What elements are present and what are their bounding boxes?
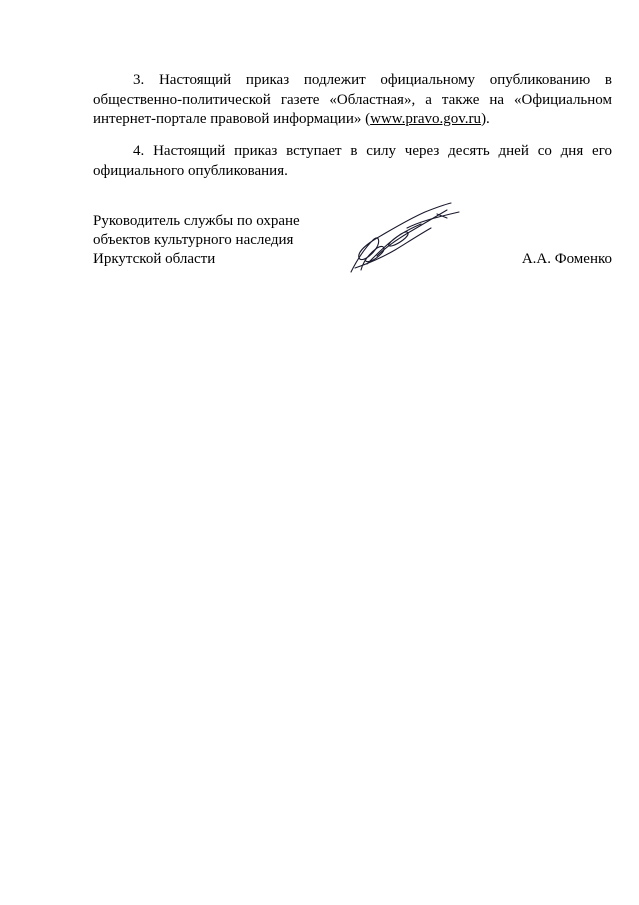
paragraph-3-text-end: ). <box>481 111 490 127</box>
signatory-title-line-3: Иркутской области <box>93 251 216 267</box>
signatory-title-line-1: Руководитель службы по охране <box>93 213 300 229</box>
handwritten-signature <box>347 198 462 276</box>
paragraph-4: 4. Настоящий приказ вступает в силу через десять дней со дня его официального опубликования. <box>93 143 612 179</box>
signatory-title-line-2: объектов культурного наследия <box>93 232 294 248</box>
paragraph-3-text: 3. Настоящий приказ подлежит официальному опубликованию в общественно-политической газете «Областная», а также на «Официальном интернет-портале правовой информации» ( <box>93 72 612 127</box>
paragraph-3 <box>93 71 612 130</box>
signatory-name: А.А. Фоменко <box>521 251 612 267</box>
pravo-link[interactable]: www.pravo.gov.ru <box>370 111 482 127</box>
